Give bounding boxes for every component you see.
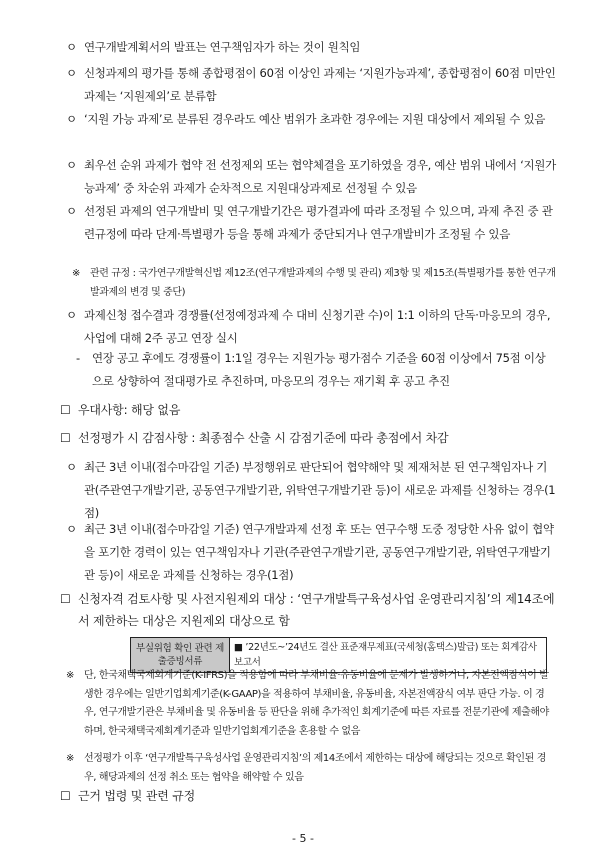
dash-extended-notice [76, 347, 556, 393]
note-mark-icon: ※ [66, 753, 74, 764]
section-text: 근거 법령 및 관련 규정 [78, 789, 195, 803]
bullet-text: 최근 3년 이내(접수마감일 기준) 연구개발과제 선정 후 또는 연구수행 도중 정당한 사유 없이 협약을 포기한 경력이 있는 연구책임자나 기관(주관연구개발기관, 공동연구개발기관, 위탁연구개발기관 등)이 새로운 과제를 신청하는 경우(1점) [84, 522, 554, 582]
circle-bullet-icon: ㅇ [66, 40, 77, 54]
note-related-regulation [72, 265, 556, 302]
circle-bullet-icon: ㅇ [66, 308, 77, 322]
bullet-budget-exclusion [66, 108, 556, 131]
bullet-text: 최근 3년 이내(접수마감일 기준) 부정행위로 판단되어 협약해약 및 제재처분 된 연구책임자나 기관(주관연구개발기관, 공동연구개발기관, 위탁연구개발기관 등)이 새로운 과제를 신청하는 경우(1점) [84, 460, 556, 520]
circle-bullet-icon: ㅇ [66, 158, 77, 172]
checkbox-square-icon: ☐ [60, 431, 71, 445]
circle-bullet-icon: ㅇ [66, 66, 77, 80]
bullet-text: 연구개발계획서의 발표는 연구책임자가 하는 것이 원칙임 [84, 40, 361, 54]
bullet-budget-adjustment [66, 200, 556, 246]
note-text: 선정평가 이후 ‘연구개발특구육성사업 운영관리지침’의 제14조에서 제한하는 대상에 해당되는 것으로 확인된 경우, 해당과제의 선정 취소 또는 협약을 해약할 수 있음 [84, 753, 546, 783]
bullet-score-classification [66, 62, 556, 108]
section-eligibility [60, 588, 556, 632]
page-number: - 5 - [292, 832, 314, 845]
bullet-text: 최우선 순위 과제가 협약 전 선정제외 또는 협약체결을 포기하였을 경우, 예산 범위 내에서 ‘지원가능과제’ 중 차순위 과제가 순차적으로 지원대상과제로 선정될 수 있음 [84, 158, 556, 195]
bullet-misconduct [66, 456, 556, 525]
checkbox-square-icon: ☐ [60, 789, 71, 803]
note-mark-icon: ※ [66, 670, 74, 681]
square-bullet-icon: ■ [234, 642, 243, 653]
bullet-presentation [66, 36, 556, 59]
section-text: 우대사항: 해당 없음 [78, 403, 181, 417]
bullet-text: 과제신청 접수결과 경쟁률(선정예정과제 수 대비 신청기관 수)이 1:1 이하의 단독·마응모의 경우, 사업에 대해 2주 공고 연장 실시 [84, 308, 551, 345]
bullet-text: 신청과제의 평가를 통해 종합평점이 60점 이상인 과제는 ‘지원가능과제’, 종합평점이 60점 미만인 과제는 ‘지원제외’로 분류함 [84, 66, 556, 103]
bullet-competition-rate [66, 304, 556, 350]
note-accounting-standard [66, 667, 556, 741]
section-preference [60, 399, 556, 421]
bullet-abandoned-agreement [66, 518, 556, 587]
dash-bullet-icon: - [76, 351, 80, 365]
circle-bullet-icon: ㅇ [66, 204, 77, 218]
table-content-text: ’22년도~’24년도 결산 표준재무제표(국세청(홈택스)발급) 또는 회계감사보고서 [234, 642, 537, 668]
dash-text: 연장 공고 후에도 경쟁률이 1:1일 경우는 지원가능 평가점수 기준을 60점 이상에서 75점 이상으로 상향하여 절대평가로 추진하며, 마응모의 경우는 재기획 후 공고 추진 [92, 351, 546, 388]
note-text: 단, 한국채택국제회계기준(K-IFRS)을 적용함에 따라 부채비율·유동비율에 문제가 발생하거나, 자본전액잠식이 발생한 경우에는 일반기업회계기준(K-GAAP)을 적용하여 부채비율, 유동비율, 자본전액잠식 여부 판단 가능. 이 경우, 연구개발기관은 부채비율 및 유동비율 등 판단을 위해 추가적인 회계기준에 따른 자료를 전문기관에 제출해야 하며, 한국채택국제회계기준과 일반기업회계기준을 혼용할 수 없음 [84, 670, 549, 737]
note-selection-cancel [66, 750, 556, 787]
checkbox-square-icon: ☐ [60, 592, 71, 606]
circle-bullet-icon: ㅇ [66, 112, 77, 126]
checkbox-square-icon: ☐ [60, 403, 71, 417]
table-header-cell: 부실위험 확인 관련 제출증빙서류 [131, 638, 230, 673]
bullet-text: ‘지원 가능 과제’로 분류된 경우라도 예산 범위가 초과한 경우에는 지원 대상에서 제외될 수 있음 [84, 112, 546, 126]
note-mark-icon: ※ [72, 268, 80, 279]
bullet-text: 선정된 과제의 연구개발비 및 연구개발기간은 평가결과에 따라 조정될 수 있으며, 과제 추진 중 관련규정에 따라 단계·특별평가 등을 통해 과제가 중단되거나 연구개발비가 조정될 수 있음 [84, 204, 553, 241]
section-deduction [60, 427, 556, 449]
bullet-next-priority [66, 154, 556, 200]
note-text: 관련 규정 : 국가연구개발혁신법 제12조(연구개발과제의 수행 및 관리) 제3항 및 제15조(특별평가를 통한 연구개발과제의 변경 및 중단) [90, 268, 556, 298]
section-text: 선정평가 시 감점사항 : 최종점수 산출 시 감점기준에 따라 총점에서 차감 [78, 431, 449, 445]
circle-bullet-icon: ㅇ [66, 522, 77, 536]
circle-bullet-icon: ㅇ [66, 460, 77, 474]
section-legal-basis [60, 785, 556, 807]
section-text: 신청자격 검토사항 및 사전지원제외 대상 : ‘연구개발특구육성사업 운영관리지침’의 제14조에서 제한하는 대상은 지원제외 대상으로 함 [78, 592, 555, 628]
